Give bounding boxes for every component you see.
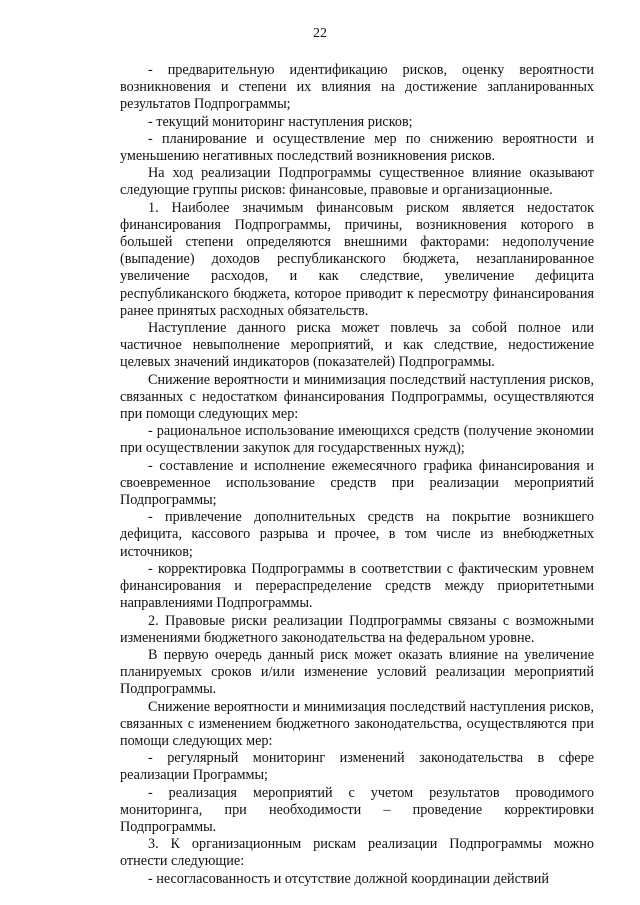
paragraph: - регулярный мониторинг изменений законодательства в сфере реализации Программы;: [120, 750, 594, 784]
paragraph: 2. Правовые риски реализации Подпрограммы связаны с возможными изменениями бюджетного законодательства на федеральном уровне.: [120, 612, 594, 646]
paragraph: Снижение вероятности и минимизация последствий наступления рисков, связанных с недостатком финансирования Подпрограммы, осуществляются при помощи следующих мер:: [120, 371, 594, 423]
paragraph: - предварительную идентификацию рисков, оценку вероятности возникновения и степени их влияния на достижение запланированных результатов Подпрограммы;: [120, 62, 594, 113]
paragraph: - текущий мониторинг наступления рисков;: [148, 113, 413, 130]
paragraph: - рациональное использование имеющихся средств (получение экономии при осуществлении закупок для государственных нужд);: [120, 423, 594, 457]
paragraph: 3. К организационным рискам реализации Подпрограммы можно отнести следующие:: [120, 836, 594, 870]
paragraph: - составление и исполнение ежемесячного графика финансирования и своевременное использование средств при реализации мероприятий Подпрограммы;: [120, 457, 594, 509]
paragraph: - планирование и осуществление мер по снижению вероятности и уменьшению негативных последствий возникновения рисков.: [120, 130, 594, 165]
page-number: 22: [313, 26, 327, 41]
paragraph: - привлечение дополнительных средств на покрытие возникшего дефицита, кассового разрыва и прочее, в том числе из внебюджетных источников;: [120, 509, 594, 560]
paragraph: - реализация мероприятий с учетом результатов проводимого мониторинга, при необходимости – проведение корректировки Подпрограммы.: [120, 784, 594, 835]
paragraph: - корректировка Подпрограммы в соответствии с фактическим уровнем финансирования и перераспределение средств между приоритетными направлениями Подпрограммы.: [120, 560, 594, 612]
paragraph: В первую очередь данный риск может оказать влияние на увеличение планируемых сроков и/или изменение условий реализации мероприятий Подпрограммы.: [120, 646, 594, 698]
paragraph: На ход реализации Подпрограммы существенное влияние оказывают следующие группы рисков: финансовые, правовые и организационные.: [120, 165, 594, 199]
document-body: [120, 62, 594, 888]
paragraph: Снижение вероятности и минимизация последствий наступления рисков, связанных с изменением бюджетного законодательства, осуществляются при помощи следующих мер:: [120, 698, 594, 749]
paragraph: Наступление данного риска может повлечь за собой полное или частичное невыполнение мероприятий, и как следствие, недостижение целевых значений индикаторов (показателей) Подпрограммы.: [120, 320, 594, 371]
paragraph: 1. Наиболее значимым финансовым риском является недостаток финансирования Подпрограммы, причины, возникновения которого в большей степени определяются внешними факторами: недополучение (выпадение) доходов республиканского бюджета, незапланированное увеличение расходов, и как следствие, увеличение дефицита республиканского бюджета, которое приводит к пересмотру финансирования ранее принятых расходных обязательств.: [120, 199, 594, 319]
paragraph: - несогласованность и отсутствие должной координации действий: [148, 870, 549, 887]
